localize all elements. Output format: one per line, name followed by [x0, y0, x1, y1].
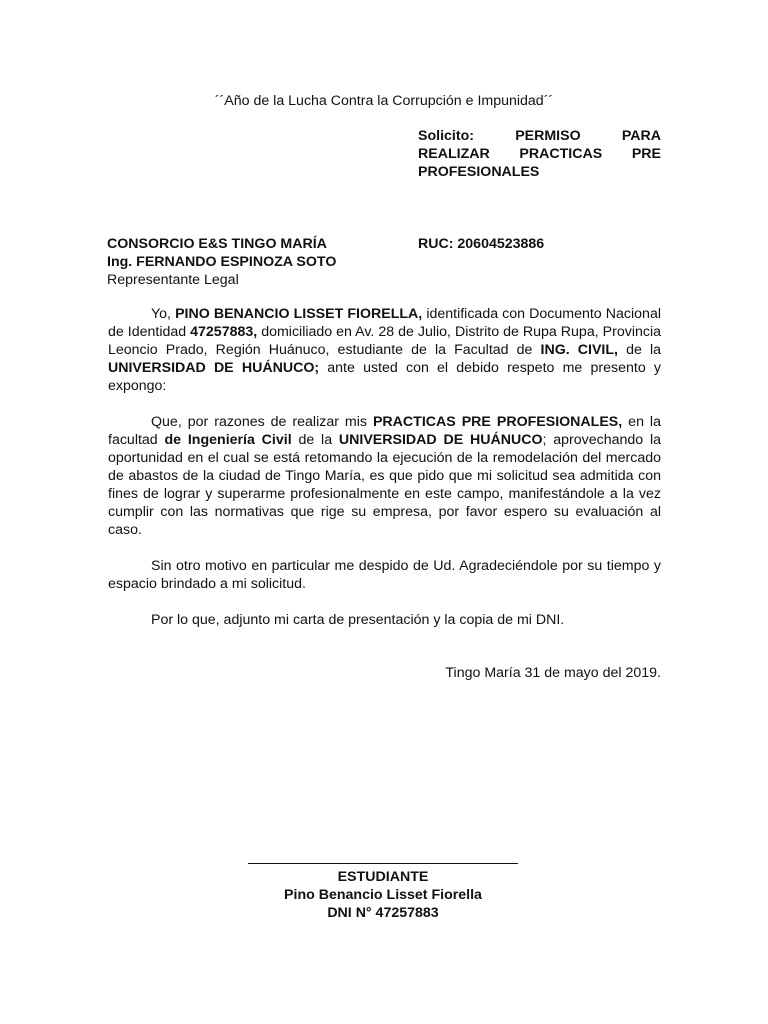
- p2-text: ; aprovechando la oportunidad en el cual se está retomando la ejecución de la remodelación del mercado de abastos de la ciudad de Tingo María, es que pido que mi solicitud sea admitida con fines de lograr y superarme profesionalmente en este campo, manifestándole a la vez cumplir con las normativas que rige su empresa, por favor espero su evaluación al caso.: [108, 432, 662, 538]
- p2-university: UNIVERSIDAD DE HUÁNUCO: [338, 432, 543, 448]
- p1-faculty: ING. CIVIL,: [540, 342, 618, 358]
- company-name: CONSORCIO E&S TINGO MARÍA: [107, 236, 327, 252]
- subject-block: [418, 127, 661, 181]
- p2-practices: PRACTICAS PRE PROFESIONALES,: [372, 414, 623, 430]
- signature-name: Pino Benancio Lisset Fiorella: [284, 887, 482, 903]
- paragraph-3: Sin otro motivo en particular me despido de Ud. Agradeciéndole por su tiempo y espacio brindado a mi solicitud.: [108, 558, 661, 592]
- p2-text: de la: [291, 432, 339, 448]
- p2-text: Que, por razones de realizar mis: [151, 414, 373, 430]
- year-motto: ´´Año de la Lucha Contra la Corrupción e Impunidad´´: [214, 93, 554, 109]
- signature-block: [248, 849, 518, 922]
- p1-student-name: PINO BENANCIO LISSET FIORELLA,: [175, 306, 423, 322]
- subject-line-1: Solicito: PERMISO PARA: [418, 128, 661, 144]
- signature-title: ESTUDIANTE: [337, 869, 429, 885]
- p2-text: en la facultad: [108, 414, 661, 448]
- p2-faculty: de Ingeniería Civil: [164, 432, 292, 448]
- p1-text: Yo,: [151, 306, 176, 322]
- letter-body: [108, 305, 661, 629]
- paragraph-4: Por lo que, adjunto mi carta de presentación y la copia de mi DNI.: [151, 612, 565, 628]
- addressee-role: Representante Legal: [107, 272, 239, 288]
- addressee-name: Ing. FERNANDO ESPINOZA SOTO: [107, 254, 337, 270]
- p1-text: identificada con Documento Nacional de Identidad: [108, 306, 661, 340]
- p1-text: ante usted con el debido respeto me presento y expongo:: [108, 360, 661, 394]
- addressee-block: [107, 235, 427, 289]
- company-ruc: RUC: 20604523886: [418, 236, 545, 252]
- p1-university: UNIVERSIDAD DE HUÁNUCO;: [108, 360, 320, 376]
- subject-line-3: PROFESIONALES: [418, 164, 540, 180]
- paragraph-1: [108, 305, 661, 395]
- p1-text: domiciliado en Av. 28 de Julio, Distrito de Rupa Rupa, Provincia Leoncio Prado, Región Huánuco, estudiante de la Facultad de: [108, 324, 661, 358]
- signature-line: [248, 849, 518, 864]
- signature-dni: DNI N° 47257883: [327, 905, 439, 921]
- p1-dni: 47257883,: [190, 324, 258, 340]
- paragraph-2: [108, 413, 661, 539]
- p1-text: de la: [617, 342, 661, 358]
- letter-date: Tingo María 31 de mayo del 2019.: [445, 665, 661, 681]
- subject-line-2: REALIZAR PRACTICAS PRE: [418, 146, 661, 162]
